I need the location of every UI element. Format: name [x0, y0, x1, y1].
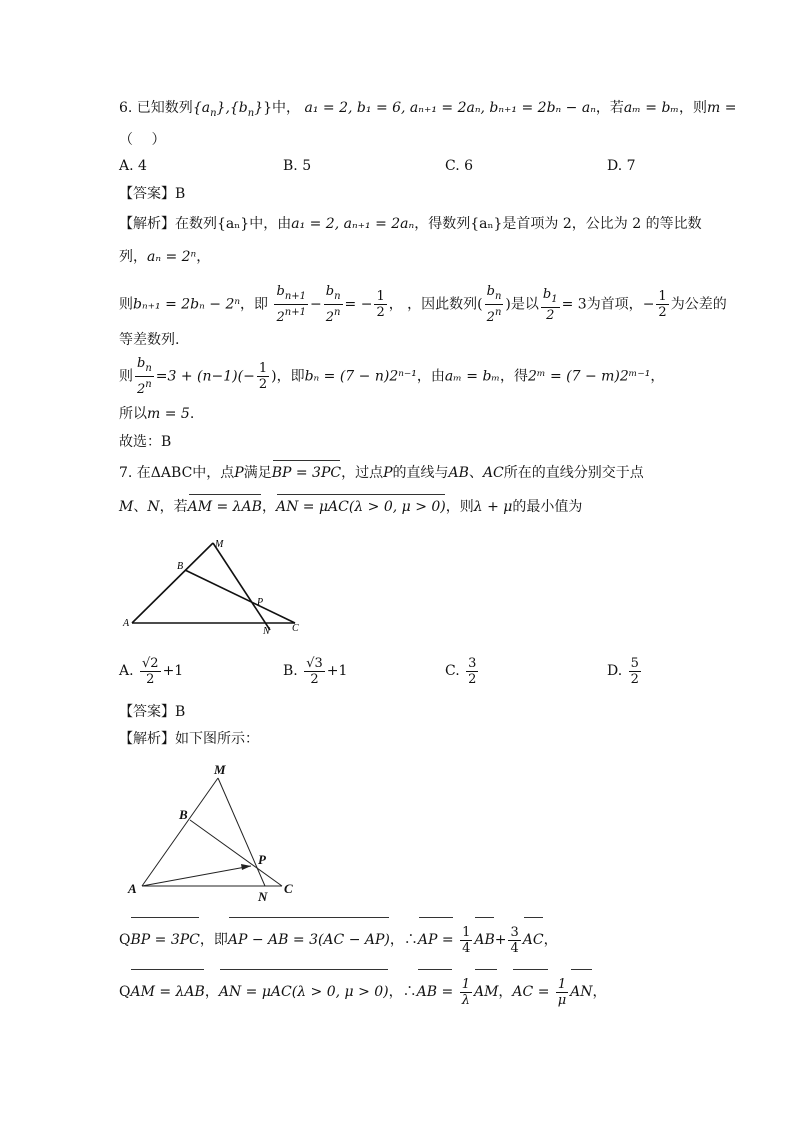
- analysis-eq: aₙ = 2ⁿ: [147, 249, 197, 265]
- step-text: ，: [592, 984, 607, 1000]
- frac-den: 2: [310, 671, 319, 687]
- analysis-text: 所以: [119, 406, 147, 422]
- fig1-label-n: N: [263, 626, 270, 637]
- q7-point: P: [234, 465, 244, 481]
- fraction: $\frac{1}{2}$: [658, 289, 667, 320]
- q7-stem-text: 所在的直线分别交于点: [503, 465, 644, 481]
- option-letter: D.: [607, 663, 623, 679]
- q6-answer: 【答案】B: [119, 186, 186, 202]
- q6-stem-text-4: ，则: [679, 100, 707, 116]
- option-letter: B.: [283, 663, 298, 679]
- q6-choose: 故选：B: [119, 434, 172, 450]
- analysis-eq: a₁ = 2, aₙ₊₁ = 2aₙ: [291, 216, 415, 232]
- analysis-eq: m = 5: [147, 406, 190, 422]
- analysis-text: ，因此数列: [407, 296, 478, 313]
- fraction: [304, 656, 325, 687]
- q7-point: P: [383, 465, 393, 481]
- q7-stem-text: 7. 在ΔABC中，点: [119, 465, 235, 481]
- step-eq: AP − AB = 3(AC − AP): [228, 920, 390, 960]
- q7-step-1: QBP = 3PC，即AP − AB = 3(AC − AP)，∴AP = $\frac{1}{4}$ AB+ $\frac{3}{4}$ AC，: [119, 920, 558, 960]
- q6-stem-text-3: ，若: [595, 100, 624, 116]
- q7-eq1: AM = λAB: [187, 499, 262, 515]
- analysis-text-b: ，得数列{aₙ}是首项为 2，公比为 2 的等比数: [414, 216, 702, 232]
- fig2-label-n: N: [258, 889, 268, 904]
- q6-option-a: A. 4: [119, 158, 147, 174]
- q7-eq3: λ + μ: [473, 499, 513, 515]
- analysis-text-end: ，: [196, 249, 211, 265]
- option-letter: A.: [119, 663, 134, 679]
- q6-analysis-6: [119, 404, 194, 424]
- fig2-label-m: M: [214, 762, 226, 777]
- q6-equation: aₘ = bₘ: [623, 100, 679, 116]
- fraction: $\frac{1}{2}$: [258, 361, 268, 392]
- analysis-text: ，即: [240, 296, 269, 313]
- analysis-eq: 2ᵐ = (7 − m)2ᵐ⁻¹: [528, 368, 651, 385]
- vec-am: AM: [474, 972, 498, 1012]
- frac-num: √2: [142, 655, 159, 671]
- vec-ab: AB: [474, 920, 494, 960]
- fraction: $\frac{b_1}{2}$: [542, 286, 558, 323]
- q6-condition: a₁ = 2, b₁ = 6, aₙ₊₁ = 2aₙ, bₙ₊₁ = 2bₙ − aₙ: [304, 100, 596, 116]
- frac-num: 3: [468, 655, 477, 671]
- fraction: $\frac{1}{\mu}$: [557, 976, 567, 1008]
- q6-option-c: C. 6: [445, 158, 474, 174]
- fraction: $\frac{b_{n+1}}{2^{n+1}}$: [276, 284, 306, 325]
- fig2-label-b: B: [179, 807, 188, 822]
- analysis-text: ，得: [500, 368, 529, 385]
- q7-m: M: [119, 499, 134, 515]
- q7-vector-eq: BP = 3PC: [271, 465, 342, 481]
- step-eq: AM = λAB: [130, 972, 204, 1012]
- step-text: ，即: [199, 932, 228, 948]
- step-text: ，: [204, 984, 219, 1000]
- vec-ac: AC: [523, 920, 544, 960]
- fraction: $\frac{1}{2}$: [376, 289, 385, 320]
- fraction: [466, 656, 478, 687]
- q7-stem-text: 满足: [243, 465, 272, 481]
- analysis-text: ，: [650, 368, 665, 385]
- q6-option-d: D. 7: [607, 158, 636, 174]
- q6-analysis-1: [119, 214, 702, 234]
- q6-option-b: B. 5: [283, 158, 312, 174]
- analysis-text: 为公差的: [670, 296, 727, 313]
- step-eq: BP = 3PC: [130, 920, 199, 960]
- analysis-text: ，即: [276, 368, 305, 385]
- fraction: [629, 656, 641, 687]
- analysis-text: .: [189, 406, 195, 422]
- step-text: ，: [543, 932, 558, 948]
- option-letter: C.: [445, 663, 460, 679]
- q7-ac: AC: [482, 465, 504, 481]
- fig1-label-b: B: [177, 561, 184, 572]
- frac-den: 2: [630, 671, 639, 687]
- because-symbol: Q: [119, 932, 131, 948]
- q6-analysis-4: 等差数列.: [119, 332, 180, 348]
- frac-num: 5: [630, 655, 639, 671]
- q6-paren: （ ）: [119, 132, 166, 148]
- analysis-text: 是以: [510, 296, 539, 313]
- step-eq: AB =: [417, 972, 454, 1012]
- analysis-text: 在数列{aₙ}中，由: [175, 216, 292, 232]
- q6-analysis-2: [119, 247, 210, 267]
- arrow-head-icon: [241, 864, 251, 870]
- step-text: ，: [498, 984, 513, 1000]
- q7-stem-text: 、: [133, 499, 148, 515]
- triangle-figure-1: [115, 535, 310, 640]
- q7-answer: 【答案】B: [119, 704, 186, 720]
- q7-option-b: [283, 652, 347, 690]
- fraction: $\frac{1}{4}$: [462, 924, 471, 956]
- fig2-label-a: A: [128, 881, 137, 896]
- q7-option-d: [607, 652, 643, 690]
- because-symbol: Q: [119, 984, 131, 1000]
- q6-stem-text: 6. 已知数列: [119, 100, 193, 116]
- step-eq: AC =: [512, 972, 549, 1012]
- q6-stem-text-2: }中，: [263, 100, 301, 116]
- q6-analysis-5: 则 $\frac{b_n}{2^n}$ =3 + (n−1)(− $\frac{1}{2}$ )，即bₙ = (7 − n)2ⁿ⁻¹，由aₘ = bₘ，得2ᵐ = (7 − m)2ᵐ⁻¹，: [119, 356, 665, 397]
- q7-step-2: [119, 972, 607, 1012]
- analysis-text: 为首项，: [586, 296, 643, 313]
- q7-stem-text: 、: [468, 465, 483, 481]
- fig2-label-c: C: [284, 881, 293, 896]
- option-tail: +1: [326, 663, 348, 679]
- fig1-label-m: M: [215, 539, 224, 550]
- fig1-label-p: P: [257, 597, 264, 608]
- q7-option-a: [119, 652, 183, 690]
- fig2-label-p: P: [258, 852, 266, 867]
- fraction: $\frac{3}{4}$: [510, 924, 519, 956]
- q7-stem-text: ，则: [445, 499, 474, 515]
- fig1-label-c: C: [292, 623, 299, 634]
- q7-eq2: AN = μAC(λ > 0, μ > 0): [275, 499, 446, 515]
- frac-den: 2: [146, 671, 155, 687]
- fraction: $\frac{b_n}{2^n}$: [486, 284, 502, 325]
- q7-analysis: 【解析】如下图所示：: [119, 731, 259, 747]
- fig1-label-a: A: [123, 618, 130, 629]
- q7-stem-text: 的直线与: [392, 465, 449, 481]
- fraction: $\frac{1}{\lambda}$: [461, 976, 470, 1008]
- analysis-text: ，由: [416, 368, 445, 385]
- option-tail: +1: [162, 663, 184, 679]
- analysis-eq: =3 + (n−1)(−: [155, 368, 255, 385]
- analysis-text: 列，: [119, 249, 147, 265]
- analysis-text: 则: [119, 296, 133, 313]
- q6-m: m =: [707, 100, 737, 116]
- q7-stem-2: [119, 497, 582, 517]
- q7-stem-text: ，若: [159, 499, 188, 515]
- fraction: $\frac{b_n}{2^n}$: [137, 356, 152, 397]
- analysis-text: 则: [119, 368, 133, 385]
- step-eq: AN = μAC(λ > 0, μ > 0): [219, 972, 389, 1012]
- frac-num: √3: [306, 655, 323, 671]
- q6-stem: [119, 98, 736, 124]
- q7-option-c: [445, 652, 480, 690]
- frac-den: 2: [468, 671, 477, 687]
- step-eq: AP =: [418, 920, 454, 960]
- q6-analysis-3: 则bₙ₊₁ = 2bₙ − 2ⁿ，即 $\frac{b_{n+1}}{2^{n+1}}$ − $\frac{b_n}{2^n}$ = − $\frac{1}{2}$ ， ，因此数列( $\frac{b_n}{2^n}$ )是以 $\frac{b_1}{2}$ = 3为首项，− $\frac{1}{2}$ 为公差的: [119, 284, 727, 325]
- step-text: ，∴: [388, 984, 417, 1000]
- analysis-eq: bₙ = (7 − n)2ⁿ⁻¹: [304, 368, 417, 385]
- analysis-label: 【解析】: [119, 216, 175, 232]
- q7-stem-text: ，: [261, 499, 276, 515]
- q7-ab: AB: [448, 465, 469, 481]
- q7-n: N: [147, 499, 160, 515]
- step-text: ，∴: [389, 932, 418, 948]
- vec-an: AN: [570, 972, 592, 1012]
- q6-sets: $\{a_n\},\{b_n\}$: [192, 100, 264, 119]
- q7-stem-text: 的最小值为: [512, 499, 583, 515]
- analysis-eq: aₘ = bₘ: [444, 368, 501, 385]
- fraction: [140, 656, 161, 687]
- q7-stem: [119, 463, 644, 483]
- q7-stem-text: ，过点: [341, 465, 384, 481]
- analysis-eq: bₙ₊₁ = 2bₙ − 2ⁿ: [133, 296, 241, 313]
- fraction: $\frac{b_n}{2^n}$: [325, 284, 341, 325]
- triangle-figure-2: [118, 758, 308, 906]
